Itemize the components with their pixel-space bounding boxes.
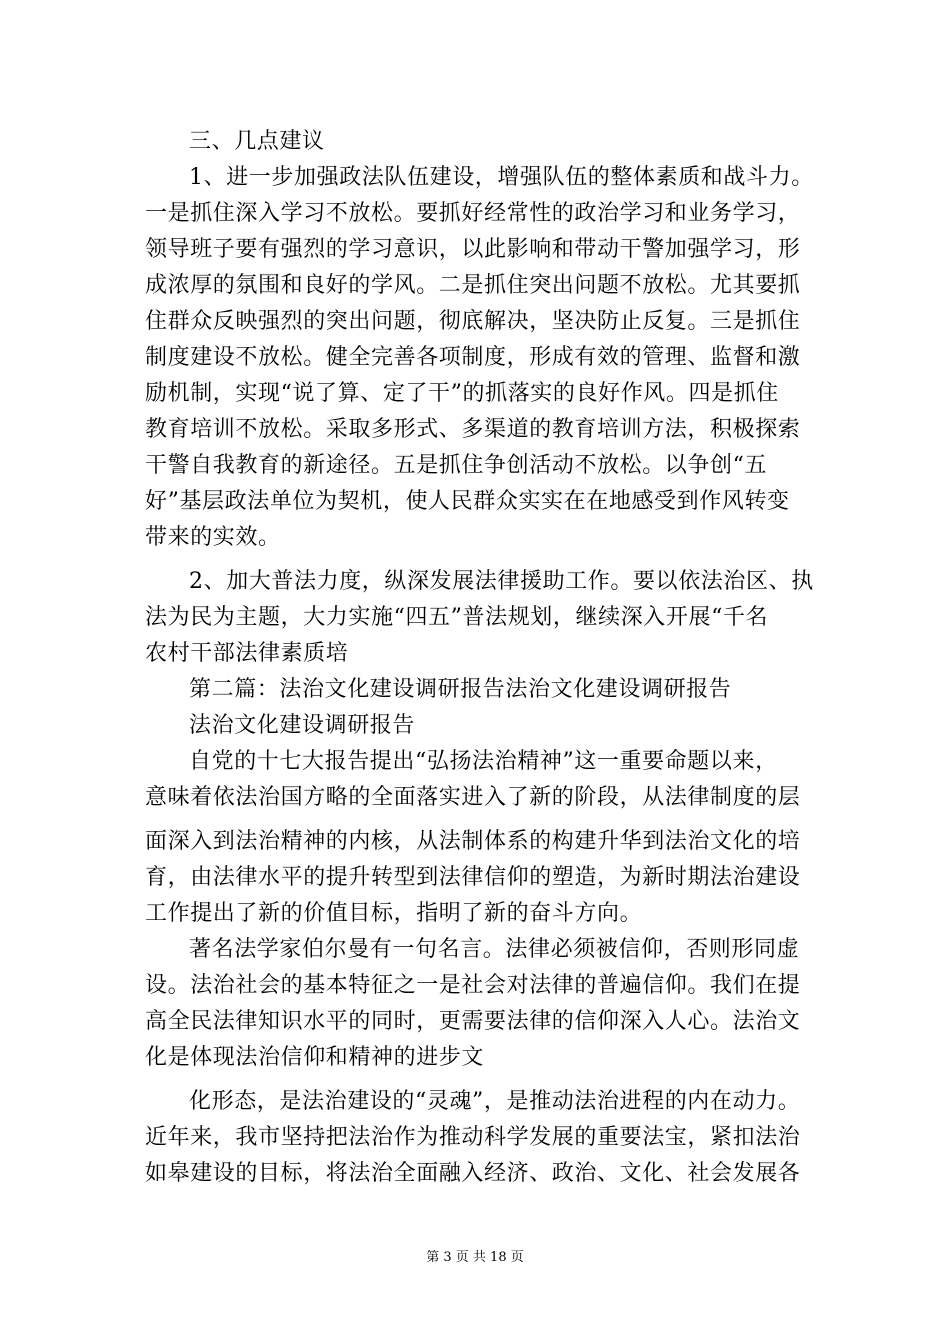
text-line: 带来的实效。 xyxy=(145,525,281,550)
text-line: 成浓厚的氛围和良好的学风。二是抓住突出问题不放松。尤其要抓 xyxy=(145,273,801,298)
text-line: 一是抓住深入学习不放松。要抓好经常性的政治学习和业务学习， xyxy=(145,201,801,226)
text-line: 领导班子要有强烈的学习意识，以此影响和带动干警加强学习，形 xyxy=(145,237,801,262)
text-line: 工作提出了新的价值目标，指明了新的奋斗方向。 xyxy=(145,901,643,926)
chapter-title: 第二篇：法治文化建设调研报告法治文化建设调研报告 xyxy=(189,677,732,702)
text-line: 教育培训不放松。采取多形式、多渠道的教育培训方法，积极探索 xyxy=(145,417,801,442)
text-line: 自党的十七大报告提出“弘扬法治精神”这一重要命题以来， xyxy=(189,749,778,774)
text-line: 干警自我教育的新途径。五是抓住争创活动不放松。以争创“五 xyxy=(145,453,768,478)
text-line: 著名法学家伯尔曼有一句名言。法律必须被信仰，否则形同虚 xyxy=(189,937,800,962)
text-line: 高全民法律知识水平的同时，更需要法律的信仰深入人心。法治文 xyxy=(145,1009,801,1034)
text-line: 面深入到法治精神的内核，从法制体系的构建升华到法治文化的培 xyxy=(145,829,801,854)
text-line: 意味着依法治国方略的全面落实进入了新的阶段，从法律制度的层 xyxy=(145,785,801,810)
text-line: 住群众反映强烈的突出问题，彻底解决，坚决防止反复。三是抓住 xyxy=(145,309,801,334)
text-line: 化是体现法治信仰和精神的进步文 xyxy=(145,1045,485,1070)
text-line: 制度建设不放松。健全完善各项制度，形成有效的管理、监督和激 xyxy=(145,345,801,370)
section-heading: 三、几点建议 xyxy=(189,129,325,154)
report-title: 法治文化建设调研报告 xyxy=(189,713,416,738)
text-line: 2、加大普法力度，纵深发展法律援助工作。要以依法治区、执 xyxy=(189,569,814,594)
text-line: 农村干部法律素质培 xyxy=(145,641,349,666)
text-line: 育，由法律水平的提升转型到法律信仰的塑造，为新时期法治建设 xyxy=(145,865,801,890)
text-line: 如皋建设的目标，将法治全面融入经济、政治、文化、社会发展各 xyxy=(145,1161,801,1186)
text-line: 励机制，实现“说了算、定了干”的抓落实的良好作风。四是抓住 xyxy=(145,381,779,406)
text-line: 近年来，我市坚持把法治作为推动科学发展的重要法宝，紧扣法治 xyxy=(145,1125,801,1150)
text-line: 化形态，是法治建设的“灵魂”，是推动法治进程的内在动力。 xyxy=(189,1089,801,1114)
text-line: 设。法治社会的基本特征之一是社会对法律的普遍信仰。我们在提 xyxy=(145,973,801,998)
text-line: 1、进一步加强政法队伍建设，增强队伍的整体素质和战斗力。 xyxy=(189,165,814,190)
page-number: 第 3 页 共 18 页 xyxy=(426,1250,524,1265)
text-line: 好”基层政法单位为契机，使人民群众实实在在地感受到作风转变 xyxy=(145,489,790,514)
text-line: 法为民为主题，大力实施“四五”普法规划，继续深入开展“千名 xyxy=(145,605,769,630)
